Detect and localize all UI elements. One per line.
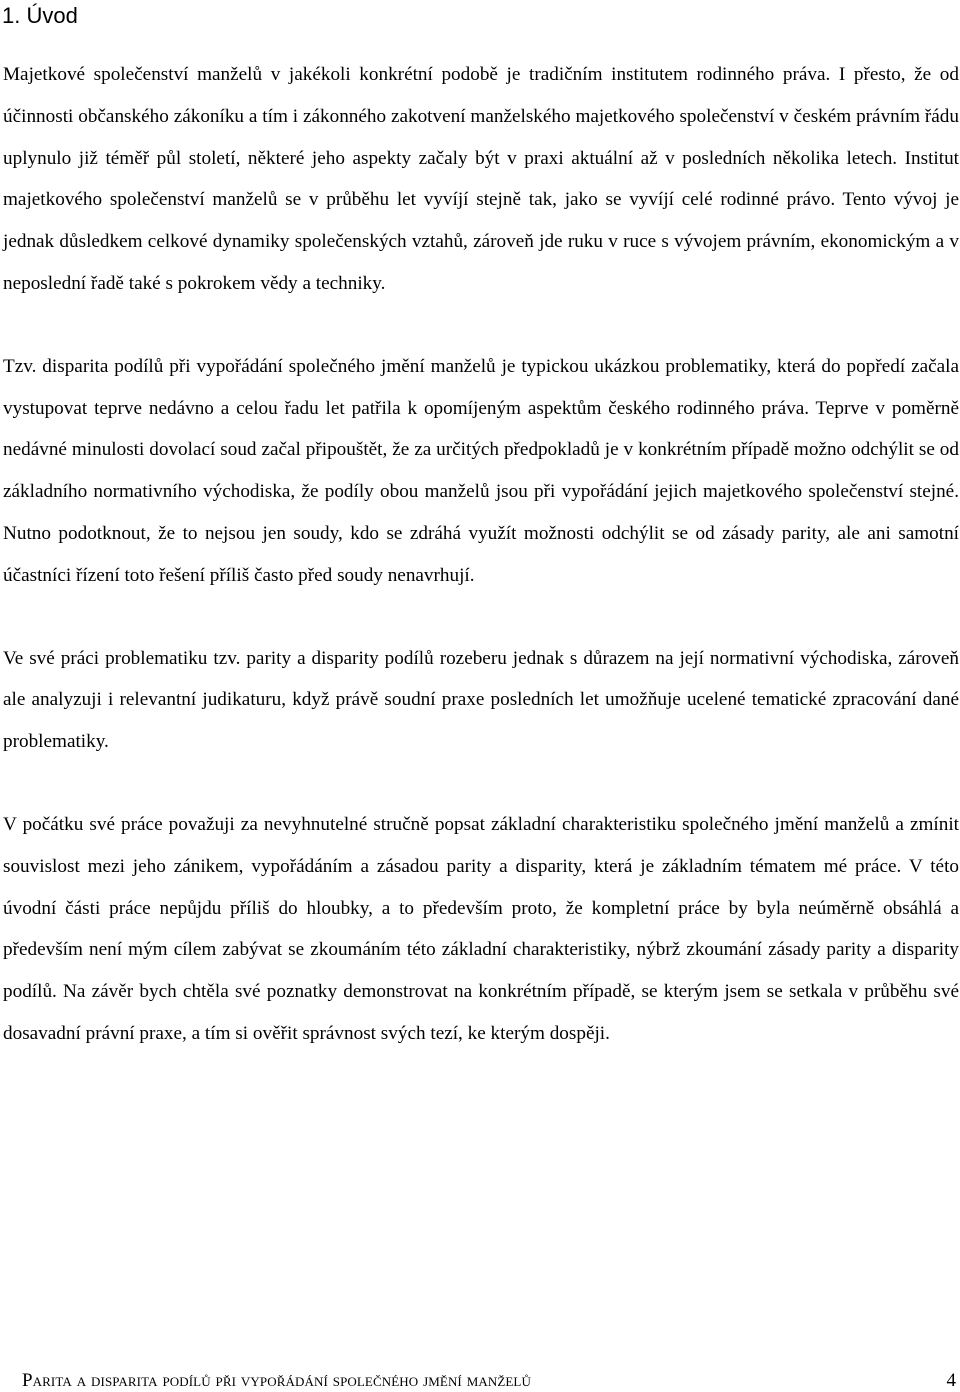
section-heading: 1. Úvod	[2, 3, 78, 28]
paragraph-1: Majetkové společenství manželů v jakékoli konkrétní podobě je tradičním institutem rodinného práva. I přesto, že od účinnosti občanského zákoníku a tím i zákonného zakotvení manželského majetkového společenství v českém právním řádu uplynulo již téměř půl století, některé jeho aspekty začaly být v praxi aktuální až v posledních několika letech. Institut majetkového společenství manželů se v průběhu let vyvíjí stejně tak, jako se vyvíjí celé rodinné právo. Tento vývoj je jednak důsledkem celkové dynamiky společenských vztahů, zároveň jde ruku v ruce s vývojem právním, ekonomickým a v neposlední řadě také s pokrokem vědy a techniky.	[3, 64, 959, 294]
paragraph-4: V počátku své práce považuji za nevyhnutelné stručně popsat základní charakteristiku společného jmění manželů a zmínit souvislost mezi jeho zánikem, vypořádáním a zásadou parity a disparity, která je základním tématem mé práce. V této úvodní části práce nepůjdu příliš do hloubky, a to především proto, že kompletní práce by byla neúměrně obsáhlá a především není mým cílem zabývat se zkoumáním této základní charakteristiky, nýbrž zkoumání zásady parity a disparity podílů. Na závěr bych chtěla své poznatky demonstrovat na konkrétním případě, se kterým jsem se setkala v průběhu své dosavadní právní praxe, a tím si ověřit správnost svých tezí, ke kterým dospěji.	[3, 813, 959, 1044]
page-footer	[22, 1370, 956, 1392]
footer-title: Parita a disparita podílů při vypořádání společného jmění manželů	[22, 1370, 531, 1391]
body-text	[3, 54, 959, 1055]
paragraph-3: Ve své práci problematiku tzv. parity a disparity podílů rozeberu jednak s důrazem na její normativní východiska, zároveň ale analyzuji i relevantní judikaturu, když právě soudní praxe posledních let umožňuje ucelené tematické zpracování dané problematiky.	[3, 647, 959, 753]
paragraph-2: Tzv. disparita podílů při vypořádání společného jmění manželů je typickou ukázkou problematiky, která do popředí začala vystupovat teprve nedávno a celou řadu let patřila k opomíjeným aspektům českého rodinného práva. Teprve v poměrně nedávné minulosti dovolací soud začal připouštět, že za určitých předpokladů je v konkrétním případě možno odchýlit se od základního normativního východiska, že podíly obou manželů jsou při vypořádání jejich majetkového společenství stejné. Nutno podotknout, že to nejsou jen soudy, kdo se zdráhá využít možnosti odchýlit se od zásady parity, ale ani samotní účastníci řízení toto řešení příliš často před soudy nenavrhují.	[3, 355, 959, 586]
page-number: 4	[946, 1370, 956, 1391]
